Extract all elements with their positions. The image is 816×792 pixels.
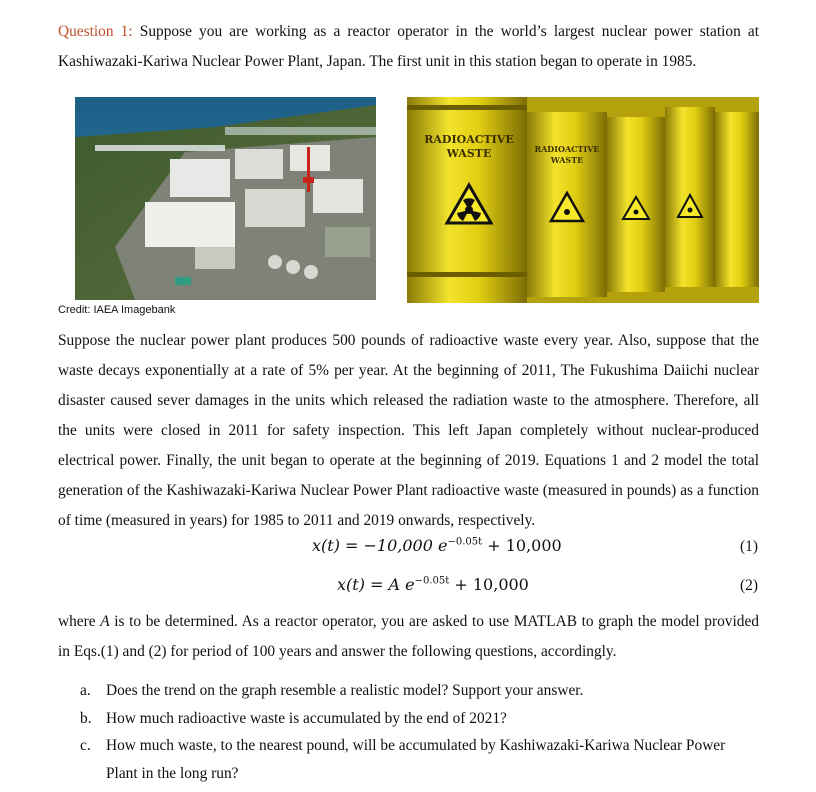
after-text: is to be determined. As a reactor operator, you are asked to use MATLAB to graph the model provided in Eqs.(1) and (2) for period of 100 years and answer the following questions, accordingly. (58, 613, 760, 660)
question-list (80, 677, 760, 787)
equation-1-rhs: + 10,000 (482, 536, 562, 555)
list-item (80, 732, 760, 787)
list-item-text: Does the trend on the graph resemble a realistic model? Support your answer. (106, 682, 584, 699)
equation-2-lhs: x(t) = A e (337, 575, 415, 594)
list-marker: c. (80, 737, 91, 754)
barrel-label-line2: WASTE (446, 147, 492, 160)
after-prefix: where (58, 613, 101, 630)
equation-1-lhs: x(t) = −10,000 e (312, 536, 448, 555)
equation-2 (337, 575, 529, 594)
list-item-text: How much waste, to the nearest pound, will be accumulated by Kashiwazaki-Kariwa Nuclear Power Plant in the long run? (106, 737, 726, 782)
radioactive-barrels-photo (407, 97, 759, 303)
equation-1 (312, 536, 562, 555)
after-paragraph (58, 607, 759, 667)
barrel-label-line1: RADIOACTIVE (424, 133, 514, 146)
barrel-label-small1: RADIOACTIVE (534, 144, 600, 154)
variable-a: A (100, 613, 110, 630)
list-item (80, 705, 760, 733)
question-label: Question 1: (58, 23, 133, 40)
list-marker: b. (80, 709, 92, 727)
plant-aerial-photo (75, 97, 376, 300)
equation-1-exponent: −0.05t (447, 536, 483, 548)
plant-photo-illustration (75, 97, 376, 300)
intro-text: Suppose you are working as a reactor operator in the world’s largest nuclear power station at Kashiwazaki-Kariwa Nuclear Power Plant, Japan. The first unit in this station began to operate in 1985. (58, 23, 759, 70)
list-item (80, 677, 760, 705)
list-marker: a. (80, 682, 91, 699)
equation-2-rhs: + 10,000 (449, 575, 529, 594)
equation-1-number: (1) (740, 538, 758, 555)
equation-2-number: (2) (740, 577, 758, 594)
body-paragraph: Suppose the nuclear power plant produces 500 pounds of radioactive waste every year. Also, suppose that the waste decays exponentially at a rate of 5% per year. At the beginning of 2011, The Fukushima Daiichi nuclear disaster caused sever damages in the units which released the radiation waste to the atmosphere. Therefore, all the units were closed in 2011 for safety inspection. This left Japan completely without nuclear-produced electrical power. Finally, the unit began to operate at the beginning of 2019. Equations 1 and 2 model the total generation of the Kashiwazaki-Kariwa Nuclear Power Plant radioactive waste (measured in pounds) as a function of time (measured in years) for 1985 to 2011 and 2019 onwards, respectively. (58, 332, 759, 529)
list-item-text: How much radioactive waste is accumulated by the end of 2021? (106, 709, 507, 727)
barrel-label-small2: WASTE (550, 155, 584, 165)
question-intro (58, 17, 759, 77)
equation-2-exponent: −0.05t (414, 575, 450, 587)
image-credit: Credit: IAEA Imagebank (58, 304, 176, 316)
barrels-illustration (407, 97, 759, 303)
